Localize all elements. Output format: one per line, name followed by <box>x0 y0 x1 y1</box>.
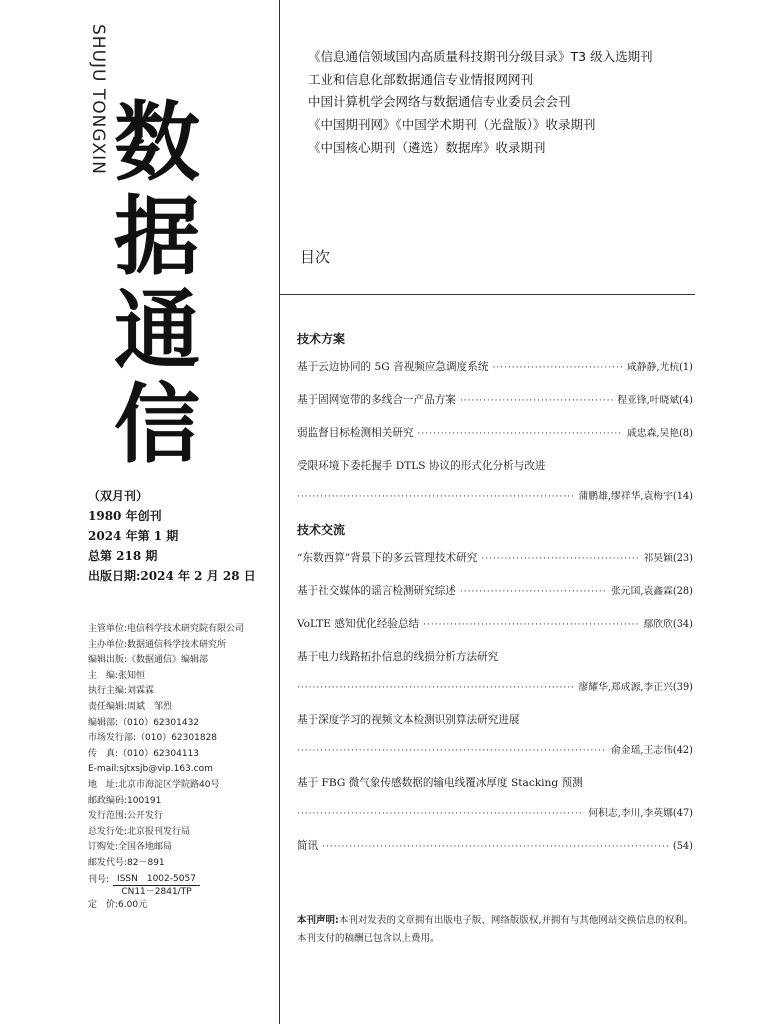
horizontal-divider <box>279 294 695 295</box>
masthead-line: 传 真:（010）62304113 <box>88 748 200 759</box>
leader-dots <box>423 620 639 630</box>
journal-title <box>114 92 214 475</box>
toc-entry[interactable] <box>297 359 693 383</box>
journal-pinyin: SHUJU TONGXIN <box>88 24 108 175</box>
toc-entry[interactable] <box>297 775 693 829</box>
entry-authors-page: 程亚锋,叶晓斌(4) <box>617 395 693 406</box>
entry-title: 基于社交媒体的谣言检测研究综述 <box>297 585 456 597</box>
entry-authors-page: 咸静静,尤杭(1) <box>627 362 693 373</box>
title-char: 信 <box>114 374 200 475</box>
masthead-line: 总发行处:北京报刊发行局 <box>88 826 191 837</box>
leader-dots <box>297 492 574 502</box>
indexing-line: 《中国期刊网》《中国学术期刊（光盘版）》收录期刊 <box>308 117 596 133</box>
entry-title: 基于固网宽带的多线合一产品方案 <box>297 394 456 406</box>
leader-dots <box>297 809 584 819</box>
entry-title: 基于深度学习的视频文本检测识别算法研究进展 <box>297 714 520 726</box>
toc-heading: 目次 <box>300 248 331 266</box>
toc-entry[interactable] <box>297 649 693 703</box>
entry-title: 受限环境下委托握手 DTLS 协议的形式化分析与改进 <box>297 460 546 472</box>
masthead-line: 主 编:张知恒 <box>88 670 146 681</box>
indexing-line: 《信息通信领域国内高质量科技期刊分级目录》T3 级入选期刊 <box>308 49 653 64</box>
entry-authors-page: 廖耀华,郑成源,李正兴(39) <box>578 682 693 693</box>
masthead-line: 主管单位:电信科学技术研究院有限公司 <box>88 624 245 634</box>
masthead-line: 订购处:全国各地邮局 <box>88 842 173 853</box>
cn-number: CN11－2841/TP <box>121 886 192 897</box>
entry-title: 基于 FBG 微气象传感数据的输电线覆冰厚度 Stacking 预测 <box>297 777 583 789</box>
entry-authors-page: 张元国,袁鑫霖(28) <box>610 586 693 597</box>
masthead-line: 执行主编:刘霖霖 <box>88 686 155 697</box>
issn-block <box>88 873 244 898</box>
leader-dots <box>297 683 574 693</box>
issn-label: 刊号: <box>88 874 110 885</box>
title-char: 据 <box>114 186 200 287</box>
total-number: 总第 218 期 <box>88 549 158 563</box>
masthead-email: E-mail:sjtxsjb@vip.163.com <box>88 764 213 775</box>
title-char: 通 <box>114 280 200 381</box>
issue-number: 2024 年第 1 期 <box>88 529 179 543</box>
entry-title: 基于电力线路拓扑信息的线损分析方法研究 <box>297 651 499 663</box>
table-of-contents <box>297 330 693 862</box>
leader-dots <box>322 842 669 852</box>
indexing-statements <box>308 46 653 160</box>
entry-title: 基于云边协同的 5G 音视频应急调度系统 <box>297 361 489 373</box>
masthead-line: 市场发行部:（010）62301828 <box>88 733 218 744</box>
title-char: 数 <box>114 92 200 193</box>
leader-dots <box>297 746 607 756</box>
entry-title: 简讯 <box>297 840 319 852</box>
leader-dots <box>460 587 607 597</box>
vertical-divider <box>279 0 280 1024</box>
entry-title: 弱监督目标检测相关研究 <box>297 427 414 439</box>
frequency: （双月刊） <box>88 489 149 503</box>
founded: 1980 年创刊 <box>88 509 162 523</box>
copyright-statement <box>297 912 697 947</box>
masthead <box>88 622 244 913</box>
entry-title: VoLTE 感知优化经验总结 <box>297 618 420 630</box>
section-heading: 技术交流 <box>297 523 346 537</box>
entry-authors-page: (54) <box>672 841 693 852</box>
issue-info <box>88 486 256 586</box>
indexing-line: 中国计算机学会网络与数据通信专业委员会会刊 <box>308 94 571 110</box>
leader-dots <box>418 429 623 439</box>
issn-number: ISSN 1002-5057 <box>113 873 200 886</box>
leader-dots <box>492 363 623 373</box>
toc-entry[interactable] <box>297 458 693 512</box>
entry-authors-page: 俞金瑶,王志伟(42) <box>610 745 693 756</box>
toc-entry[interactable] <box>297 616 693 640</box>
masthead-line: 邮政编码:100191 <box>88 795 162 806</box>
section-heading: 技术方案 <box>297 332 346 346</box>
masthead-line: 地 址:北京市海淀区学院路40号 <box>88 779 220 790</box>
price: 定 价:6.00元 <box>88 899 148 910</box>
masthead-line: 编辑部:（010）62301432 <box>88 717 200 728</box>
leader-dots <box>481 554 639 564</box>
toc-entry[interactable] <box>297 583 693 607</box>
masthead-line: 编辑出版:《数据通信》编辑部 <box>88 655 209 666</box>
publication-date: 出版日期:2024 年 2 月 28 日 <box>88 569 256 583</box>
toc-entry[interactable] <box>297 712 693 766</box>
leader-dots <box>460 396 613 406</box>
entry-authors-page: 鄢欣欣(34) <box>643 619 693 630</box>
toc-entry[interactable] <box>297 425 693 449</box>
masthead-line: 责任编辑:周斌 邹烈 <box>88 701 173 712</box>
statement-text: 本刊对发表的文章拥有出版电子版、网络版版权,并拥有与其他网站交换信息的权利。本刊支付的稿酬已包含以上费用。 <box>297 915 694 944</box>
indexing-line: 工业和信息化部数据通信专业情报网网刊 <box>308 71 534 87</box>
toc-entry[interactable] <box>297 838 693 862</box>
masthead-line: 发行范围:公开发行 <box>88 811 164 822</box>
indexing-line: 《中国核心期刊（遴选）数据库》收录期刊 <box>308 139 546 155</box>
entry-authors-page: 戚忠森,吴艳(8) <box>627 428 693 439</box>
statement-label: 本刊声明: <box>297 915 339 926</box>
toc-entry[interactable] <box>297 392 693 416</box>
entry-authors-page: 蒲鹏雄,缪祥华,袁梅宇(14) <box>578 491 693 502</box>
entry-title: “东数西算”背景下的多云管理技术研究 <box>297 552 478 564</box>
entry-authors-page: 祁昊颖(23) <box>643 553 693 564</box>
masthead-line: 邮发代号:82－891 <box>88 857 165 868</box>
entry-authors-page: 何积志,李川,李英娜(47) <box>588 808 693 819</box>
toc-entry[interactable] <box>297 550 693 574</box>
masthead-line: 主办单位:数据通信科学技术研究所 <box>88 639 227 650</box>
